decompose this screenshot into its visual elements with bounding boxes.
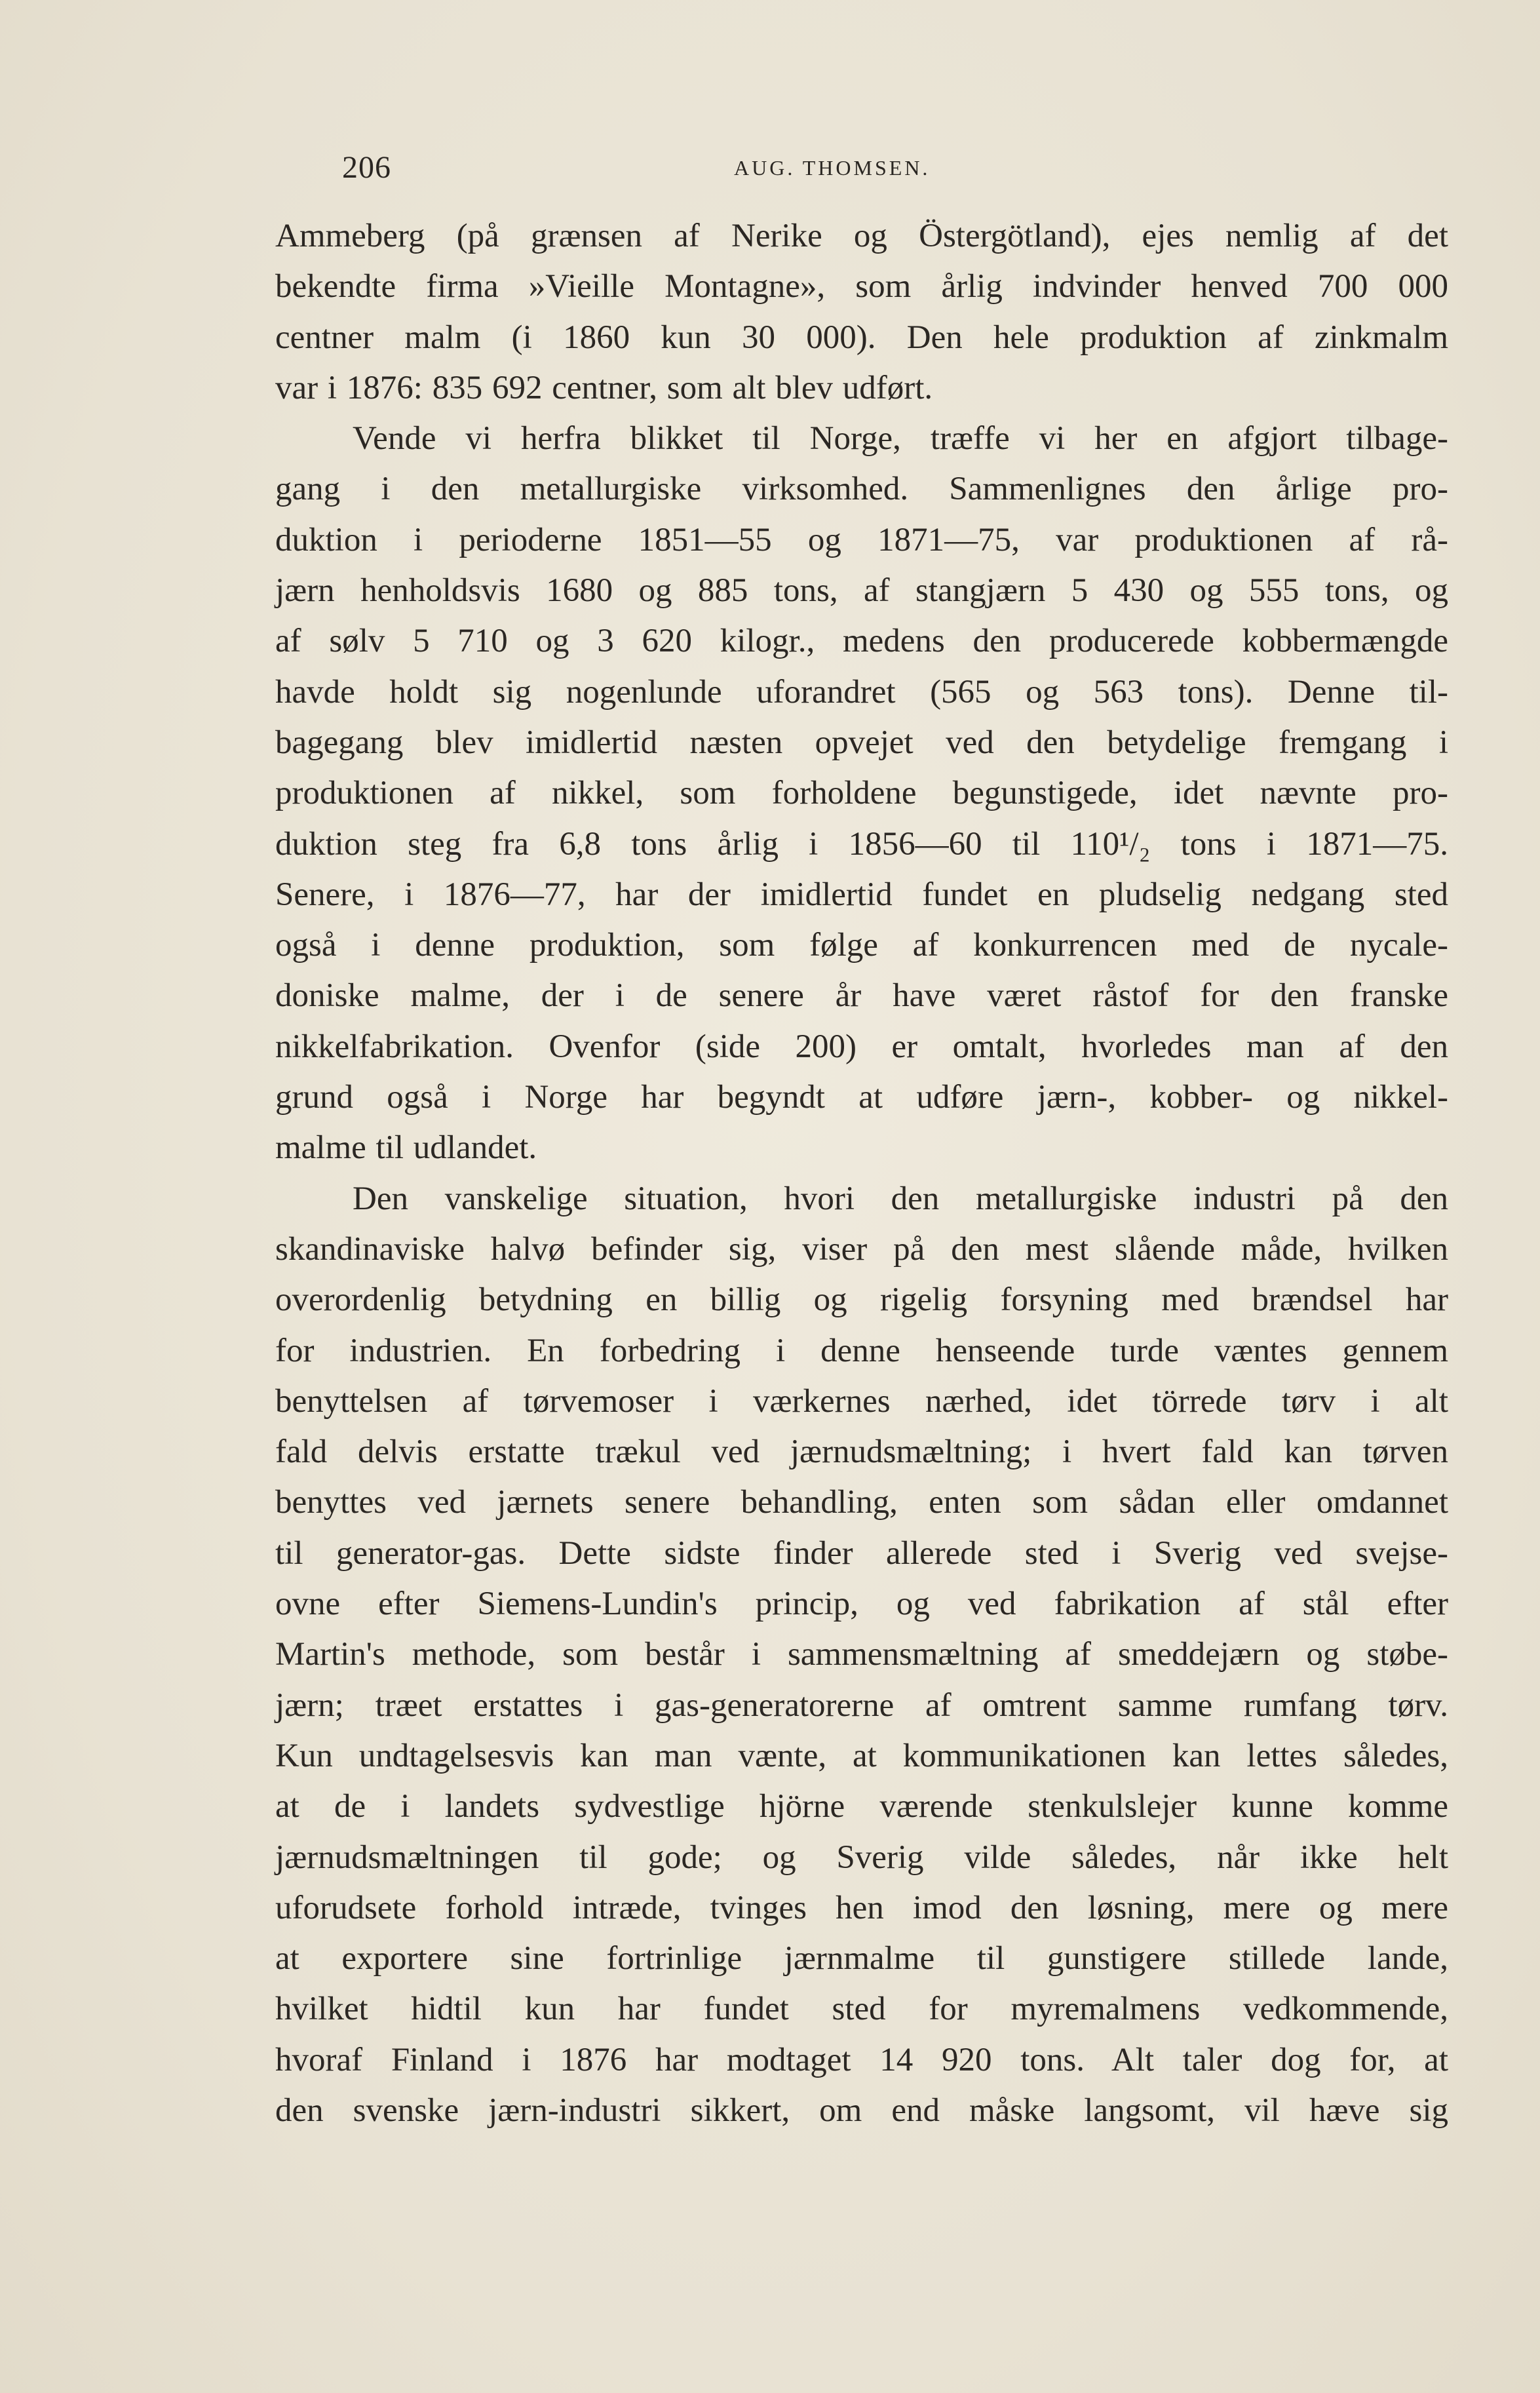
text-line: til generator-gas. Dette sidste finder allerede sted i Sverig ved svejse-: [275, 1534, 1448, 1572]
text-line: malme til udlandet.: [275, 1129, 537, 1167]
text-line: Senere, i 1876—77, har der imidlertid fundet en pludselig nedgang sted: [275, 876, 1448, 913]
text-line: jærn henholdsvis 1680 og 885 tons, af stangjærn 5 430 og 555 tons, og: [275, 572, 1448, 610]
text-line: grund også i Norge har begyndt at udføre jærn-, kobber- og nikkel-: [275, 1079, 1448, 1116]
text-line: uforudsete forhold intræde, tvinges hen imod den løsning, mere og mere: [275, 1889, 1448, 1926]
text-line: duktion steg fra 6,8 tons årlig i 1856—60 til 110¹/₂ tons i 1871—75.: [275, 825, 1448, 863]
text-line: hvoraf Finland i 1876 har modtaget 14 920 tons. Alt taler dog for, at: [275, 2041, 1448, 2078]
text-line: bekendte firma »Vieille Montagne», som årlig indvinder henved 700 000: [275, 268, 1448, 305]
text-line: overordenlig betydning en billig og rigelig forsyning med brændsel har: [275, 1281, 1448, 1319]
text-line: centner malm (i 1860 kun 30 000). Den hele produktion af zinkmalm: [275, 319, 1448, 356]
text-line: også i denne produktion, som følge af konkurrencen med de nycale-: [275, 927, 1448, 964]
text-line: fald delvis erstatte trækul ved jærnudsmæltning; i hvert fald kan tørven: [275, 1433, 1448, 1471]
text-line: skandinaviske halvø befinder sig, viser på den mest slående måde, hvilken: [275, 1230, 1448, 1268]
text-line: af sølv 5 710 og 3 620 kilogr., medens den producerede kobbermængde: [275, 623, 1448, 660]
page-header: [0, 149, 1540, 189]
text-line: gang i den metallurgiske virksomhed. Sammenlignes den årlige pro-: [275, 471, 1448, 508]
text-line: jærnudsmæltningen til gode; og Sverig vilde således, når ikke helt: [275, 1839, 1448, 1876]
text-line: ovne efter Siemens-Lundin's princip, og ved fabrikation af stål efter: [275, 1586, 1448, 1623]
text-line: jærn; træet erstattes i gas-generatorerne af omtrent samme rumfang tørv.: [275, 1686, 1448, 1724]
text-line: doniske malme, der i de senere år have været råstof for den franske: [275, 977, 1448, 1015]
page-number: 206: [342, 150, 391, 185]
text-line: duktion i perioderne 1851—55 og 1871—75, var produktionen af rå-: [275, 521, 1448, 558]
text-line: Den vanskelige situation, hvori den metallurgiske industri på den: [353, 1180, 1448, 1217]
text-line: hvilket hidtil kun har fundet sted for myremalmens vedkommende,: [275, 1991, 1448, 2028]
text-line: den svenske jærn-industri sikkert, om end måske langsomt, vil hæve sig: [275, 2091, 1448, 2129]
text-line: Kun undtagelsesvis kan man vænte, at kommunikationen kan lettes således,: [275, 1737, 1448, 1774]
text-line: for industrien. En forbedring i denne henseende turde væntes gennem: [275, 1332, 1448, 1369]
paragraph: [275, 1174, 1448, 2137]
text-line: benyttelsen af tørvemoser i værkernes nærhed, idet törrede tørv i alt: [275, 1382, 1448, 1420]
text-line: benyttes ved jærnets senere behandling, enten som sådan eller omdannet: [275, 1484, 1448, 1521]
text-line: nikkelfabrikation. Ovenfor (side 200) er omtalt, hvorledes man af den: [275, 1028, 1448, 1065]
text-line: at exportere sine fortrinlige jærnmalme til gunstigere stillede lande,: [275, 1940, 1448, 1977]
running-head: AUG. THOMSEN.: [734, 156, 931, 180]
text-line: havde holdt sig nogenlunde uforandret (565 og 563 tons). Denne til-: [275, 673, 1448, 710]
text-line: Vende vi herfra blikket til Norge, træffe vi her en afgjort tilbage-: [353, 420, 1448, 457]
paragraph: [275, 211, 1448, 414]
text-line: Martin's methode, som består i sammensmæltning af smeddejærn og støbe-: [275, 1636, 1448, 1673]
text-line: at de i landets sydvestlige hjörne værende stenkulslejer kunne komme: [275, 1788, 1448, 1825]
body-text: [275, 211, 1448, 2136]
paragraph: [275, 414, 1448, 1173]
text-line: bagegang blev imidlertid næsten opvejet ved den betydelige fremgang i: [275, 724, 1448, 761]
text-line: Ammeberg (på grænsen af Nerike og Östergötland), ejes nemlig af det: [275, 218, 1448, 254]
text-line: var i 1876: 835 692 centner, som alt blev udført.: [275, 369, 933, 406]
text-line: produktionen af nikkel, som forholdene begunstigede, idet nævnte pro-: [275, 775, 1448, 812]
